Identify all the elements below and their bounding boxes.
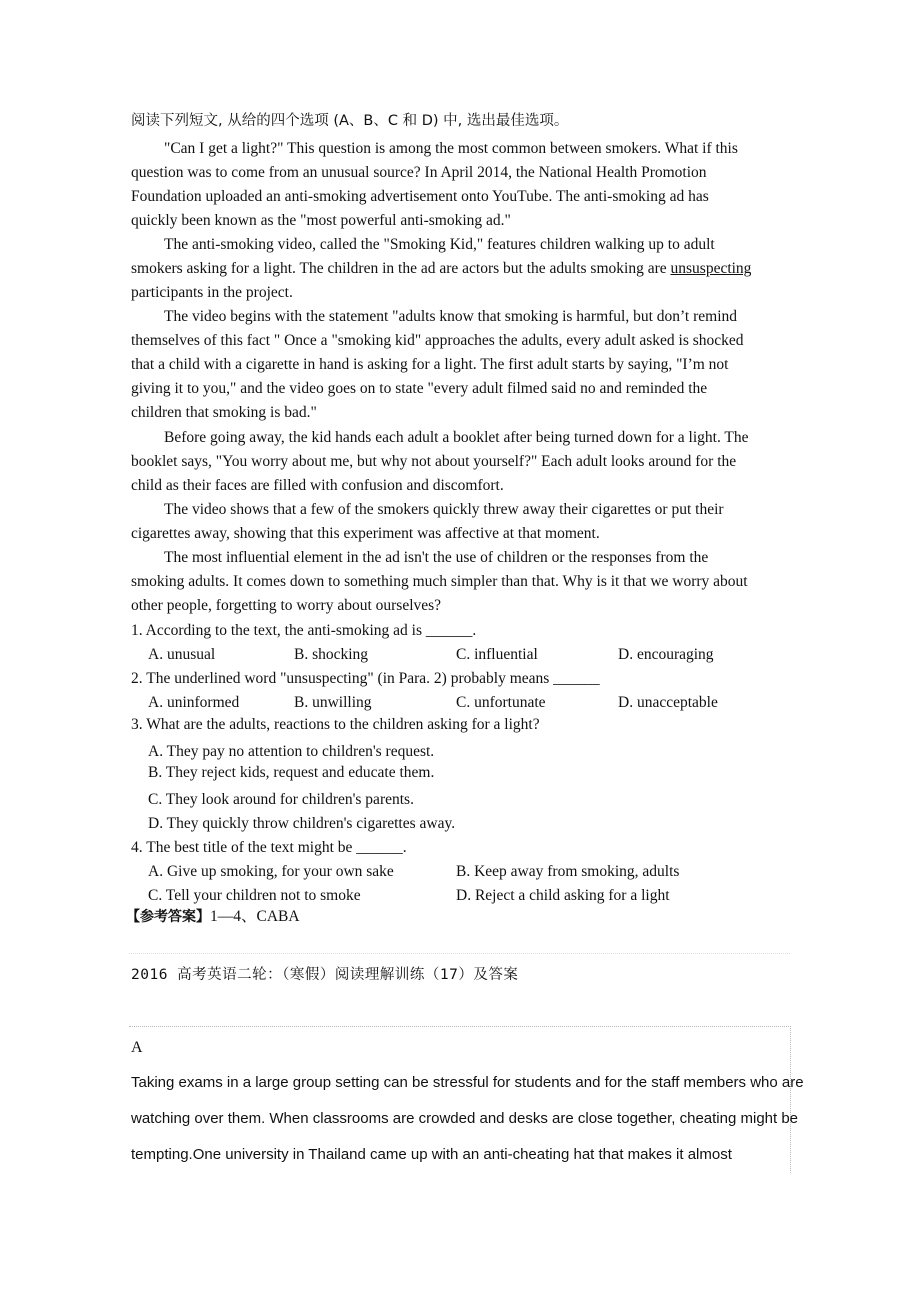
p6-line-3: other people, forgetting to worry about ourselves? (131, 597, 442, 614)
section-heading: A (131, 1039, 143, 1056)
answer-label: 【参考答案】 (126, 909, 210, 925)
q4-option-b: B. Keep away from smoking, adults (456, 863, 680, 880)
q4-stem: 4. The best title of the text might be ______. (131, 839, 407, 856)
p3-line-4: giving it to you," and the video goes on to state "every adult filmed said no and reminded the (131, 380, 708, 397)
section-line-1: Taking exams in a large group setting can be stressful for students and for the staff members who are (131, 1074, 804, 1091)
q2-option-d: D. unacceptable (618, 694, 718, 711)
p3-line-1: The video begins with the statement "adults know that smoking is harmful, but don’t remind (164, 308, 738, 325)
q3-option-a: A. They pay no attention to children's request. (148, 743, 435, 760)
underlined-word: unsuspecting (670, 260, 752, 277)
q2-option-c: C. unfortunate (456, 694, 546, 711)
section-title: 2016 高考英语二轮：（寒假）阅读理解训练（17）及答案 (131, 967, 519, 983)
p2-line-2-text: smokers asking for a light. The children in the ad are actors but the adults smoking are (131, 260, 671, 277)
q1-option-b: B. shocking (294, 646, 369, 663)
q4-option-c: C. Tell your children not to smoke (148, 887, 361, 904)
q4-option-a: A. Give up smoking, for your own sake (148, 863, 394, 880)
p5-line-1: The video shows that a few of the smokers quickly threw away their cigarettes or put their (164, 501, 724, 518)
q3-option-c: C. They look around for children's parents. (148, 791, 414, 808)
p1-line-2: question was to come from an unusual source? In April 2014, the National Health Promotion (131, 164, 707, 181)
section-line-2: watching over them. When classrooms are crowded and desks are close together, cheating might be (131, 1110, 799, 1127)
p1-line-1: "Can I get a light?" This question is among the most common between smokers. What if this (164, 140, 738, 157)
q2-option-a: A. uninformed (148, 694, 240, 711)
q1-stem: 1. According to the text, the anti-smoking ad is ______. (131, 622, 477, 639)
q1-option-c: C. influential (456, 646, 538, 663)
q3-option-d: D. They quickly throw children's cigarettes away. (148, 815, 456, 832)
q2-stem: 2. The underlined word "unsuspecting" (in Para. 2) probably means ______ (131, 670, 600, 687)
p1-line-4: quickly been known as the "most powerful anti-smoking ad." (131, 212, 511, 229)
p3-line-3: that a child with a cigarette in hand is asking for a light. The first adult starts by saying, "I’m not (131, 356, 729, 373)
q1-option-d: D. encouraging (618, 646, 714, 663)
q2-option-b: B. unwilling (294, 694, 372, 711)
p4-line-2: booklet says, "You worry about me, but why not about yourself?" Each adult looks around for the (131, 453, 737, 470)
q3-option-b: B. They reject kids, request and educate them. (148, 764, 435, 781)
p1-line-3: Foundation uploaded an anti-smoking advertisement onto YouTube. The anti-smoking ad has (131, 188, 709, 205)
p4-line-1: Before going away, the kid hands each adult a booklet after being turned down for a light. The (164, 429, 749, 446)
q3-stem: 3. What are the adults, reactions to the children asking for a light? (131, 716, 540, 733)
answer-value: 1—4、CABA (210, 908, 300, 925)
q4-option-d: D. Reject a child asking for a light (456, 887, 670, 904)
q1-option-a: A. unusual (148, 646, 216, 663)
p3-line-5: children that smoking is bad." (131, 404, 317, 421)
p4-line-3: child as their faces are filled with confusion and discomfort. (131, 477, 504, 494)
p2-line-2 (131, 259, 751, 279)
p3-line-2: themselves of this fact " Once a "smoking kid" approaches the adults, every adult asked is shocked (131, 332, 744, 349)
answer-line (126, 907, 300, 927)
instruction-text: 阅读下列短文, 从给的四个选项 (A、B、C 和 D) 中, 选出最佳选项。 (131, 113, 569, 129)
p6-line-1: The most influential element in the ad isn't the use of children or the responses from the (164, 549, 709, 566)
p5-line-2: cigarettes away, showing that this experiment was affective at that moment. (131, 525, 600, 542)
p2-line-3: participants in the project. (131, 284, 293, 301)
p6-line-2: smoking adults. It comes down to something much simpler than that. Why is it that we worry about (131, 573, 748, 590)
divider-top (129, 953, 790, 954)
p2-line-1: The anti-smoking video, called the "Smoking Kid," features children walking up to adult (164, 236, 715, 253)
section-line-3: tempting.One university in Thailand came up with an anti-cheating hat that makes it almost (131, 1146, 732, 1163)
